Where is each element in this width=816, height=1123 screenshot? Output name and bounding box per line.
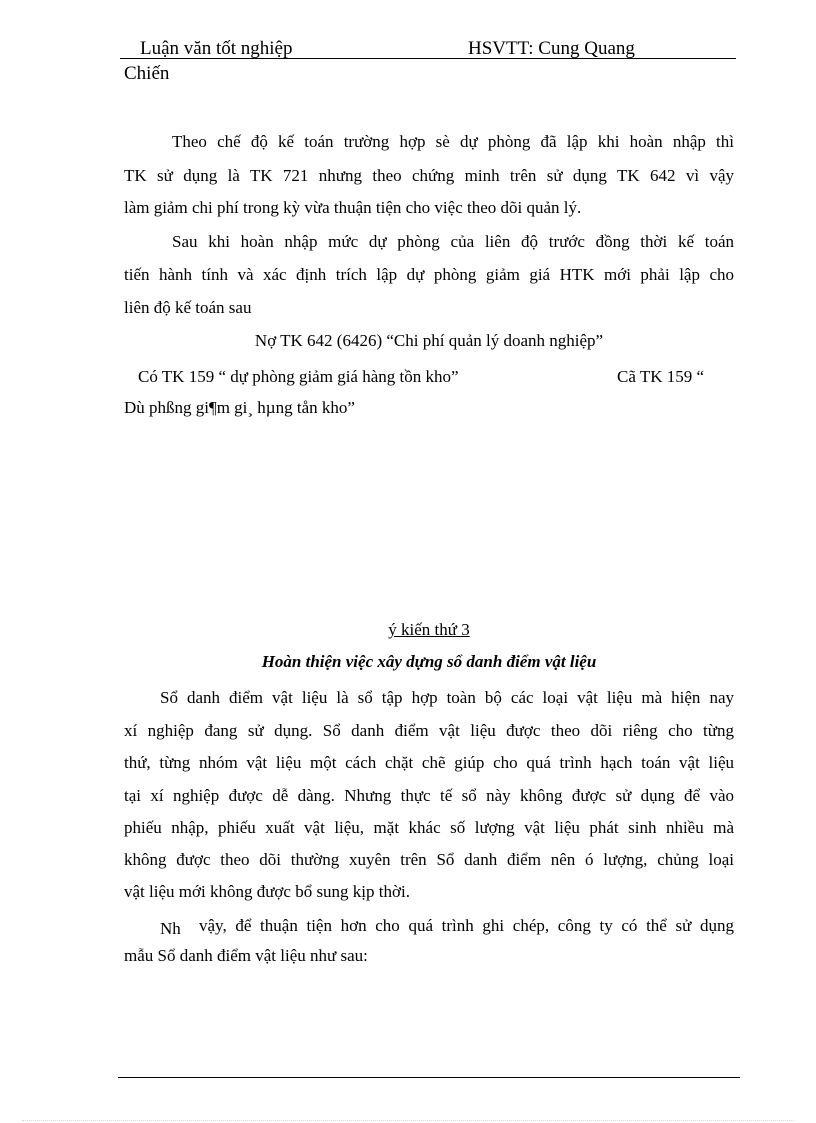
header-author: HSVTT: Cung Quang bbox=[468, 38, 635, 59]
paragraph-line: vật liệu mới không được bổ sung kịp thời. bbox=[124, 882, 410, 901]
paragraph-line: Sổ danh điểm vật liệu là sổ tập hợp toàn bộ các loại vật liệu mà hiện nay bbox=[160, 688, 734, 707]
paragraph-line: mẫu Sổ danh điểm vật liệu như sau: bbox=[124, 946, 368, 965]
section-heading: ý kiến thứ 3 bbox=[388, 620, 470, 639]
paragraph-line: liên độ kế toán sau bbox=[124, 298, 252, 317]
paragraph-line: không được theo dõi thường xuyên trên Sổ danh điểm nên ó lượng, chủng loại bbox=[124, 850, 734, 869]
paragraph-line: tiến hành tính và xác định trích lập dự phòng giảm giá HTK mới phải lập cho bbox=[124, 265, 734, 284]
paragraph-line: tại xí nghiệp được dễ dàng. Nhưng thực tế sổ này không được sử dụng để vào bbox=[124, 786, 734, 805]
page-edge bbox=[22, 1120, 794, 1121]
section-subheading: Hoàn thiện việc xây dựng sổ danh điểm vật liệu bbox=[261, 652, 597, 671]
accounting-entry-credit: Có TK 159 “ dự phòng giảm giá hàng tồn kho” bbox=[138, 367, 459, 386]
paragraph-lead-word: Nh bbox=[160, 919, 181, 938]
paragraph-line: phiếu nhập, phiếu xuất vật liệu, mặt khác số lượng vật liệu phát sinh nhiều mà bbox=[124, 818, 734, 837]
footer-rule bbox=[118, 1077, 740, 1078]
accounting-entry-garbled-continuation: Dù phßng gi¶m gi¸ hµng tån kho” bbox=[124, 398, 355, 417]
paragraph-line: Theo chế độ kế toán trường hợp sè dự phòng đã lập khi hoàn nhập thì bbox=[172, 132, 734, 151]
paragraph-line: thứ, từng nhóm vật liệu một cách chặt chẽ giúp cho quá trình hạch toán vật liệu bbox=[124, 753, 734, 772]
header-author-continuation: Chiến bbox=[124, 63, 170, 84]
header-title: Luận văn tốt nghiệp bbox=[140, 38, 293, 59]
paragraph-line: TK sử dụng là TK 721 nhưng theo chứng minh trên sử dụng TK 642 vì vậy bbox=[124, 166, 734, 185]
accounting-entry-garbled: Cã TK 159 “ bbox=[617, 367, 705, 386]
accounting-entry-debit: Nợ TK 642 (6426) “Chi phí quản lý doanh nghiệp” bbox=[254, 331, 604, 350]
paragraph-line: làm giảm chi phí trong kỳ vừa thuận tiện cho việc theo dõi quản lý. bbox=[124, 198, 582, 217]
paragraph-line: Sau khi hoàn nhập mức dự phòng của liên độ trước đồng thời kế toán bbox=[172, 232, 734, 251]
paragraph-line: xí nghiệp đang sử dụng. Sổ danh điểm vật liệu được theo dõi riêng cho từng bbox=[124, 721, 734, 740]
header-rule bbox=[120, 58, 736, 59]
paragraph-line: vậy, để thuận tiện hơn cho quá trình ghi chép, công ty có thể sử dụng bbox=[199, 916, 734, 935]
